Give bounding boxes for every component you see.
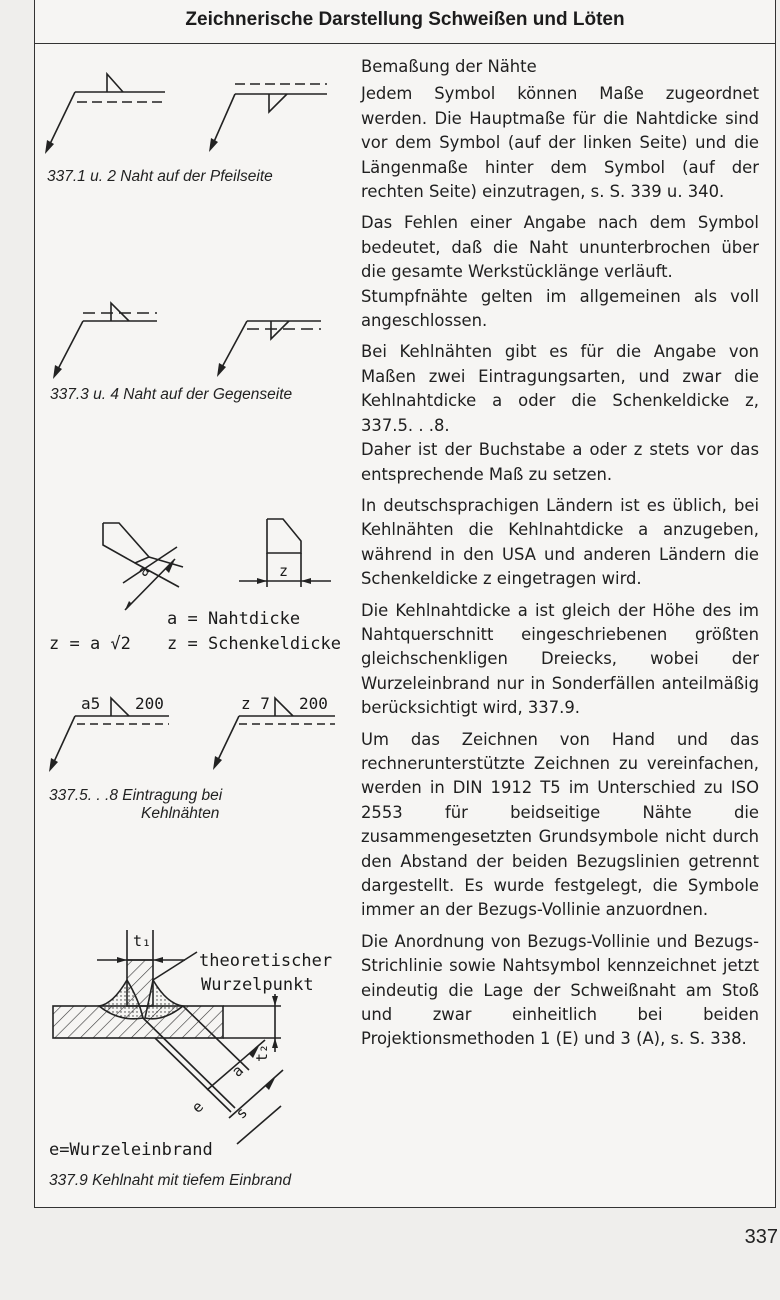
fig4-right-length: 200 [299,694,328,713]
fig4-left-annotation: a5 [81,694,101,713]
fig3-label-z: z [279,562,289,580]
figure-4-caption-line1: 337.5. . .8 Eintragung bei [49,787,223,804]
fig5-s: s [231,1103,252,1123]
paragraph-8: Um das Zeichnen von Hand und das rechnerunterstützte Zeichnen zu vereinfachen, werden in DIN 1912 T5 im Unterschied zu ISO 2553 für beidseitige Nähte die zusammengesetzten Grundsymbole nicht durch den Abstand der beiden Bezugslinien getrennt dargestellt. Es wurde festgelegt, die Symbole immer an der Bezugs-Vollinie anzuordnen. [361,729,759,920]
fig4-right-annotation: z 7 [241,694,270,713]
fig3-label-a: a [133,561,154,581]
fig4-left-length: 200 [135,694,164,713]
paragraph-4: Bei Kehlnähten gibt es für die Angabe von Maßen zwei Eintragungsarten, und zwar die Kehlnahtdicke a oder die Schenkeldicke z, 337.5. . .8. [361,342,759,435]
body-text-column [361,55,759,1059]
fig3-formula: z = a √2 [49,634,131,654]
figure-2-caption: 337.3 u. 4 Naht auf der Gegenseite [50,386,293,403]
paragraph-3: Stumpfnähte gelten im allgemeinen als voll angeschlossen. [361,286,759,331]
fig5-e: e [187,1097,208,1117]
fig5-a: a [227,1061,248,1081]
fig5-theory-line2: Wurzelpunkt [201,975,314,995]
page-frame [34,0,776,1208]
fig5-t1: t₁ [133,932,152,950]
fig3-legend-a: a = Nahtdicke [167,609,301,629]
figure-fillet-dimensions [35,505,355,625]
paragraph-6: In deutschsprachigen Ländern ist es üblich, bei Kehlnähten die Kehlnahtdicke a anzugeben, während in den USA und anderen Ländern die Schenkeldicke z eingetragen wird. [361,495,759,589]
page-number: 337 [744,1226,778,1248]
figure-5-caption: 337.9 Kehlnaht mit tiefem Einbrand [49,1172,292,1189]
paragraph-9: Die Anordnung von Bezugs-Vollinie und Bezugs-Strichlinie sowie Nahtsymbol kennzeichnet jetzt eindeutig die Lage der Schweißnaht am Stoß und zwar einheitlich bei beiden Projektionsmethoden 1 (E) und 3 (A), s. S. 338. [361,931,759,1049]
fig5-t2: t₂ [253,1043,272,1063]
page-header: Zeichnerische Darstellung Schweißen und Löten [35,0,775,44]
section-heading: Bemaßung der Nähte [361,57,537,76]
figure-4-caption-line2: Kehlnähten [141,805,220,822]
figure-1-caption: 337.1 u. 2 Naht auf der Pfeilseite [47,168,273,185]
figure-arrow-side-welds [35,60,355,160]
paragraph-2: Das Fehlen einer Angabe nach dem Symbol bedeutet, daß die Naht ununterbrochen über die gesamte Werkstücklänge verläuft. [361,213,759,282]
fig5-legend-e: e=Wurzeleinbrand [49,1140,213,1160]
fig5-theory-line1: theoretischer [199,951,333,971]
fig3-legend-z: z = Schenkeldicke [167,634,341,654]
figure-other-side-welds [35,285,355,385]
paragraph-1: Jedem Symbol können Maße zugeordnet werden. Die Hauptmaße für die Nahtdicke sind vor dem Symbol (auf der linken Seite) und die Längenmaße hinter dem Symbol (auf der rechten Seite) einzutragen, s. S. 339 u. 340. [361,84,759,202]
paragraph-7: Die Kehlnahtdicke a ist gleich der Höhe des im Nahtquerschnitt eingeschriebenen größten gleichschenkligen Dreiecks, wobei der Wurzeleinbrand nur in Sonderfällen anteilmäßig berücksichtigt wird, 337.9. [361,600,759,718]
paragraph-5: Daher ist der Buchstabe a oder z stets vor das entsprechende Maß zu setzen. [361,440,759,484]
